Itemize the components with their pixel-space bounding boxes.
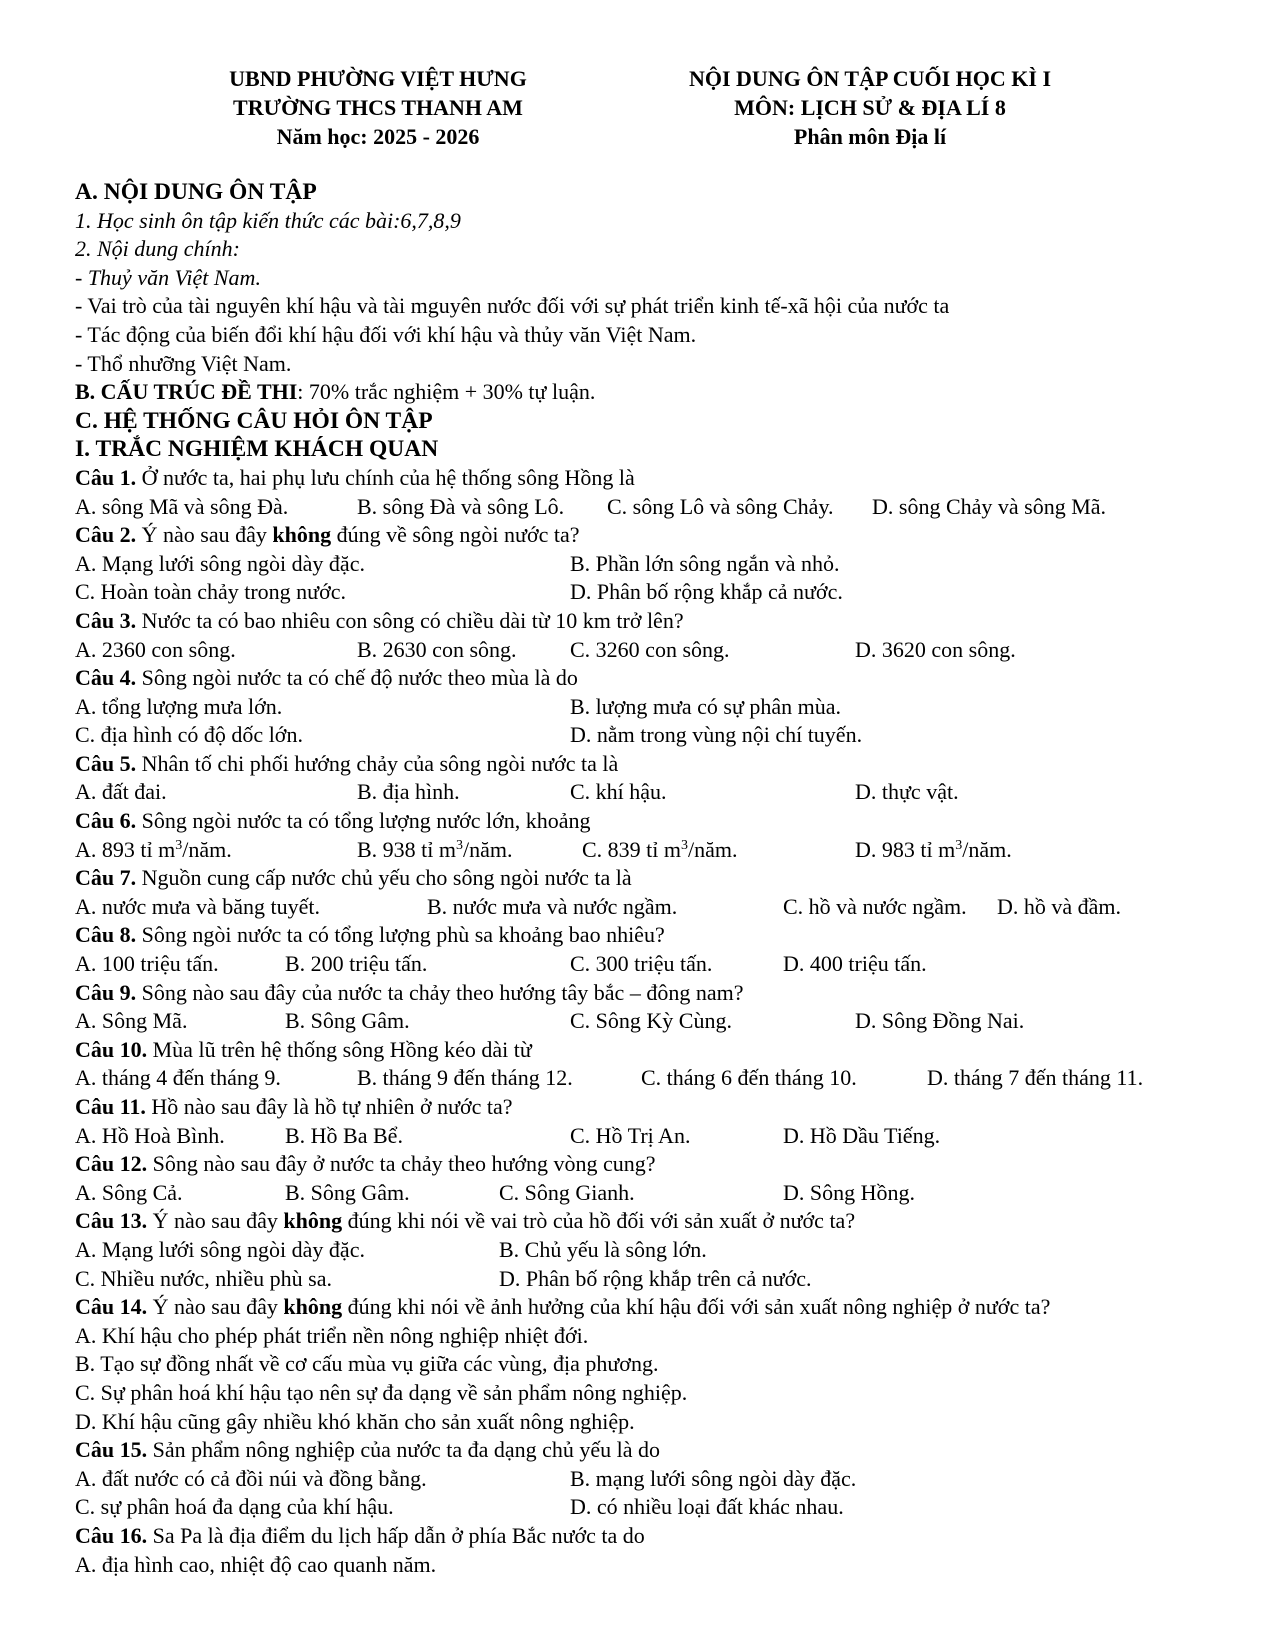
question-emphasis: không bbox=[283, 1294, 343, 1320]
answer-option: D. 400 triệu tấn. bbox=[783, 951, 927, 977]
answer-option: A. sông Mã và sông Đà. bbox=[75, 493, 289, 519]
option-superscript: 3 bbox=[175, 837, 183, 853]
options-row bbox=[75, 1179, 1265, 1208]
answer-option: C. Nhiều nước, nhiều phù sa. bbox=[75, 1265, 332, 1291]
question-line bbox=[75, 1522, 1265, 1551]
answer-option: B. Sông Gâm. bbox=[285, 1179, 410, 1205]
question-line bbox=[75, 921, 1265, 950]
section-c-title: C. HỆ THỐNG CÂU HỎI ÔN TẬP bbox=[75, 407, 433, 434]
options-row bbox=[75, 1236, 1265, 1265]
document-body bbox=[75, 178, 1265, 1579]
question-text: Nước ta có bao nhiêu con sông có chiều dài từ 10 km trở lên? bbox=[136, 607, 684, 633]
question-line bbox=[75, 1293, 1265, 1322]
question-line bbox=[75, 750, 1265, 779]
option-superscript: 3 bbox=[955, 837, 963, 853]
section-b bbox=[75, 378, 1265, 407]
option-superscript: 3 bbox=[681, 837, 689, 853]
question-text: Sông ngòi nước ta có chế độ nước theo mùa là do bbox=[136, 665, 578, 691]
options-row bbox=[75, 693, 1265, 722]
answer-option: A. đất nước có cả đồi núi và đồng bằng. bbox=[75, 1465, 427, 1491]
answer-option: D. nằm trong vùng nội chí tuyến. bbox=[570, 722, 863, 748]
answer-option: D. Hồ Dầu Tiếng. bbox=[783, 1122, 941, 1148]
options-row bbox=[75, 1265, 1265, 1294]
question-text: Sông nào sau đây của nước ta chảy theo hướng tây bắc – đông nam? bbox=[136, 979, 744, 1005]
authority-name: UBND PHƯỜNG VIỆT HƯNG bbox=[229, 66, 527, 91]
answer-option: D. tháng 7 đến tháng 11. bbox=[927, 1065, 1144, 1091]
question-emphasis: không bbox=[272, 522, 332, 548]
answer-option: B. Sông Gâm. bbox=[285, 1008, 410, 1034]
options-row bbox=[75, 1064, 1265, 1093]
answer-option: C. sông Lô và sông Chảy. bbox=[607, 493, 834, 519]
options-row bbox=[75, 1493, 1265, 1522]
section-a-item-2: 2. Nội dung chính: bbox=[75, 236, 240, 262]
options-row bbox=[75, 550, 1265, 579]
question-label: Câu 8. bbox=[75, 922, 137, 948]
answer-option: B. mạng lưới sông ngòi dày đặc. bbox=[570, 1465, 857, 1491]
question-line bbox=[75, 607, 1265, 636]
option-text: A. 893 tỉ m bbox=[75, 836, 176, 862]
school-name: TRƯỜNG THCS THANH AM bbox=[233, 95, 523, 120]
answer-option bbox=[582, 836, 738, 865]
question-line bbox=[75, 1093, 1265, 1122]
answer-option: C. Hồ Trị An. bbox=[570, 1122, 691, 1148]
options-row bbox=[75, 578, 1265, 607]
answer-option: C. Hoàn toàn chảy trong nước. bbox=[75, 579, 346, 605]
option-text: B. 938 tỉ m bbox=[357, 836, 457, 862]
answer-option: C. Sự phân hoá khí hậu tạo nên sự đa dạng về sản phẩm nông nghiệp. bbox=[75, 1379, 688, 1405]
answer-option: D. Sông Hồng. bbox=[783, 1179, 916, 1205]
section-a-item-1: 1. Học sinh ôn tập kiến thức các bài:6,7,8,9 bbox=[75, 207, 461, 233]
option-text: /năm. bbox=[182, 836, 232, 862]
options-row bbox=[75, 1465, 1265, 1494]
section-c-subtitle: I. TRẮC NGHIỆM KHÁCH QUAN bbox=[75, 436, 439, 463]
section-a-title: A. NỘI DUNG ÔN TẬP bbox=[75, 179, 317, 205]
options-row bbox=[75, 1122, 1265, 1151]
question-line bbox=[75, 807, 1265, 836]
answer-option: A. Sông Mã. bbox=[75, 1008, 188, 1034]
answer-option: C. Sông Gianh. bbox=[499, 1179, 635, 1205]
answer-option: C. 3260 con sông. bbox=[570, 636, 730, 662]
option-text: /năm. bbox=[688, 836, 738, 862]
options-row bbox=[75, 493, 1265, 522]
question-line bbox=[75, 979, 1265, 1008]
question-line bbox=[75, 1436, 1265, 1465]
question-label: Câu 16. bbox=[75, 1522, 148, 1548]
question-text: Sản phẩm nông nghiệp của nước ta đa dạng chủ yếu là do bbox=[147, 1437, 661, 1463]
question-line bbox=[75, 1036, 1265, 1065]
option-text: /năm. bbox=[463, 836, 513, 862]
question-label: Câu 11. bbox=[75, 1094, 146, 1119]
option-text: C. 839 tỉ m bbox=[582, 836, 682, 862]
answer-option: B. sông Đà và sông Lô. bbox=[357, 493, 565, 519]
question-label: Câu 13. bbox=[75, 1208, 148, 1234]
question-label: Câu 4. bbox=[75, 665, 137, 691]
question-label: Câu 3. bbox=[75, 607, 137, 633]
answer-option: A. đất đai. bbox=[75, 779, 167, 805]
answer-option: A. Sông Cả. bbox=[75, 1179, 183, 1205]
question-text: Sông ngòi nước ta có tổng lượng phù sa khoảng bao nhiêu? bbox=[136, 922, 665, 948]
answer-option: B. Chủ yếu là sông lớn. bbox=[499, 1236, 707, 1262]
question-text: Sông nào sau đây ở nước ta chảy theo hướng vòng cung? bbox=[147, 1151, 656, 1177]
answer-option: C. Sông Kỳ Cùng. bbox=[570, 1008, 732, 1034]
question-text: đúng về sông ngòi nước ta? bbox=[331, 522, 580, 548]
question-line bbox=[75, 664, 1265, 693]
question-text: đúng khi nói về vai trò của hồ đối với sản xuất ở nước ta? bbox=[342, 1208, 856, 1234]
answer-option: A. địa hình cao, nhiệt độ cao quanh năm. bbox=[75, 1551, 437, 1577]
answer-option: A. 2360 con sông. bbox=[75, 636, 236, 662]
question-line bbox=[75, 521, 1265, 550]
question-line bbox=[75, 464, 1265, 493]
answer-option: B. Tạo sự đồng nhất về cơ cấu mùa vụ giữa các vùng, địa phương. bbox=[75, 1351, 659, 1377]
answer-option: B. 2630 con sông. bbox=[357, 636, 517, 662]
question-text: Nguồn cung cấp nước chủ yếu cho sông ngòi nước ta là bbox=[136, 865, 632, 891]
question-label: Câu 12. bbox=[75, 1151, 148, 1177]
options-row bbox=[75, 1007, 1265, 1036]
question-text: Ý nào sau đây bbox=[136, 522, 273, 548]
option-text: /năm. bbox=[962, 836, 1012, 862]
answer-option: B. tháng 9 đến tháng 12. bbox=[357, 1065, 573, 1091]
options-row bbox=[75, 836, 1265, 865]
options-row bbox=[75, 636, 1265, 665]
answer-option: D. Sông Đồng Nai. bbox=[855, 1008, 1025, 1034]
answer-option: C. sự phân hoá đa dạng của khí hậu. bbox=[75, 1494, 394, 1520]
answer-option: B. 200 triệu tấn. bbox=[285, 951, 428, 977]
answer-option: C. 300 triệu tấn. bbox=[570, 951, 713, 977]
answer-option: B. Phần lớn sông ngắn và nhỏ. bbox=[570, 550, 840, 576]
answer-option: C. hồ và nước ngầm. bbox=[783, 893, 967, 919]
question-line bbox=[75, 1150, 1265, 1179]
document-title: NỘI DUNG ÔN TẬP CUỐI HỌC KÌ I bbox=[688, 66, 1052, 91]
school-year: Năm học: 2025 - 2026 bbox=[276, 124, 480, 149]
answer-option: D. 3620 con sông. bbox=[855, 636, 1016, 662]
question-text: Mùa lũ trên hệ thống sông Hồng kéo dài từ bbox=[147, 1036, 532, 1062]
answer-option: D. Phân bố rộng khắp trên cả nước. bbox=[499, 1265, 812, 1291]
options-row bbox=[75, 950, 1265, 979]
question-text: Sông ngòi nước ta có tổng lượng nước lớn, khoảng bbox=[136, 808, 591, 834]
answer-option bbox=[855, 836, 1012, 865]
question-line bbox=[75, 1207, 1265, 1236]
question-label: Câu 7. bbox=[75, 865, 137, 891]
answer-option bbox=[75, 836, 232, 865]
topic-line: - Thuỷ văn Việt Nam. bbox=[75, 264, 261, 290]
answer-option: B. địa hình. bbox=[357, 779, 460, 805]
answer-option: A. Khí hậu cho phép phát triển nền nông nghiệp nhiệt đới. bbox=[75, 1322, 589, 1348]
answer-option: A. Mạng lưới sông ngòi dày đặc. bbox=[75, 550, 365, 576]
answer-option: D. Khí hậu cũng gây nhiều khó khăn cho sản xuất nông nghiệp. bbox=[75, 1408, 635, 1434]
topic-line: - Vai trò của tài nguyên khí hậu và tài mguyên nước đối với sự phát triển kinh tế-xã hội của nước ta bbox=[75, 293, 950, 319]
question-text: đúng khi nói về ảnh hưởng của khí hậu đối với sản xuất nông nghiệp ở nước ta? bbox=[342, 1294, 1051, 1320]
answer-option: A. tổng lượng mưa lớn. bbox=[75, 693, 283, 719]
answer-option: D. thực vật. bbox=[855, 779, 959, 805]
answer-option: B. lượng mưa có sự phân mùa. bbox=[570, 693, 842, 719]
answer-option: D. có nhiều loại đất khác nhau. bbox=[570, 1494, 844, 1520]
subject-name: MÔN: LỊCH SỬ & ĐỊA LÍ 8 bbox=[734, 95, 1006, 120]
answer-option: A. nước mưa và băng tuyết. bbox=[75, 893, 321, 919]
answer-option: D. sông Chảy và sông Mã. bbox=[872, 493, 1107, 519]
topic-line: - Tác động của biến đổi khí hậu đối với khí hậu và thủy văn Việt Nam. bbox=[75, 321, 697, 347]
question-text: Ý nào sau đây bbox=[147, 1208, 284, 1234]
answer-option bbox=[357, 836, 513, 865]
question-label: Câu 9. bbox=[75, 979, 137, 1005]
section-b-title: B. CẤU TRÚC ĐỀ THI bbox=[75, 379, 298, 405]
answer-option: C. tháng 6 đến tháng 10. bbox=[641, 1065, 857, 1091]
question-label: Câu 10. bbox=[75, 1036, 148, 1062]
question-label: Câu 1. bbox=[75, 464, 137, 490]
answer-option: B. Hồ Ba Bể. bbox=[285, 1122, 403, 1148]
question-label: Câu 14. bbox=[75, 1294, 148, 1320]
answer-option: A. tháng 4 đến tháng 9. bbox=[75, 1065, 281, 1091]
section-b-text: : 70% trắc nghiệm + 30% tự luận. bbox=[297, 379, 596, 405]
question-label: Câu 2. bbox=[75, 522, 137, 548]
option-text: D. 983 tỉ m bbox=[855, 836, 956, 862]
header-right bbox=[640, 64, 1100, 151]
sub-subject: Phân môn Địa lí bbox=[793, 124, 947, 149]
answer-option: A. Mạng lưới sông ngòi dày đặc. bbox=[75, 1236, 365, 1262]
answer-option: B. nước mưa và nước ngầm. bbox=[427, 893, 678, 919]
header-left bbox=[168, 64, 588, 151]
question-text: Nhân tố chi phối hướng chảy của sông ngòi nước ta là bbox=[136, 750, 619, 776]
options-row bbox=[75, 721, 1265, 750]
question-text: Ý nào sau đây bbox=[147, 1294, 284, 1320]
question-text: Ở nước ta, hai phụ lưu chính của hệ thống sông Hồng là bbox=[136, 464, 635, 490]
answer-option: C. địa hình có độ dốc lớn. bbox=[75, 722, 303, 748]
question-label: Câu 6. bbox=[75, 808, 137, 834]
answer-option: D. hồ và đầm. bbox=[997, 893, 1122, 919]
question-line bbox=[75, 864, 1265, 893]
question-text: Sa Pa là địa điểm du lịch hấp dẫn ở phía Bắc nước ta do bbox=[147, 1522, 645, 1548]
topic-line: - Thổ nhưỡng Việt Nam. bbox=[75, 350, 292, 376]
option-superscript: 3 bbox=[456, 837, 464, 853]
answer-option: A. Hồ Hoà Bình. bbox=[75, 1122, 225, 1148]
question-label: Câu 15. bbox=[75, 1437, 148, 1463]
options-row bbox=[75, 778, 1265, 807]
question-emphasis: không bbox=[283, 1208, 343, 1234]
question-text: Hồ nào sau đây là hồ tự nhiên ở nước ta? bbox=[145, 1094, 513, 1119]
answer-option: A. 100 triệu tấn. bbox=[75, 951, 219, 977]
question-label: Câu 5. bbox=[75, 750, 137, 776]
answer-option: D. Phân bố rộng khắp cả nước. bbox=[570, 579, 843, 605]
answer-option: C. khí hậu. bbox=[570, 779, 667, 805]
options-row bbox=[75, 893, 1265, 922]
